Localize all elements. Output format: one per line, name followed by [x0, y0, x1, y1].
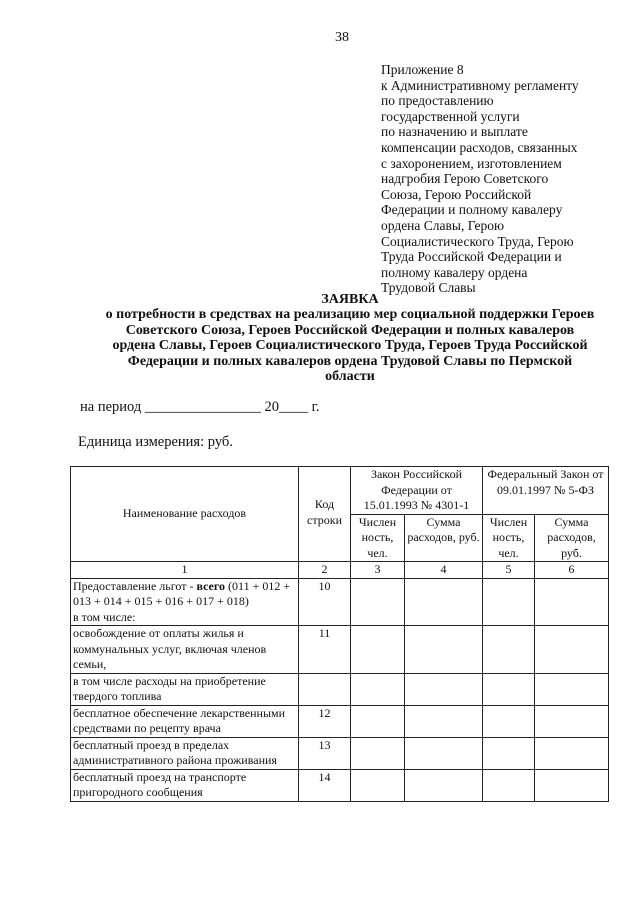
header-law-1: Закон Российской Федерации от 15.01.1993 № 4301-1 [351, 467, 483, 515]
table-row [71, 578, 609, 626]
header-name: Наименование расходов [71, 467, 299, 562]
table-cell [483, 769, 535, 801]
appendix-line: Союза, Герою Российской [381, 186, 532, 202]
table-cell [535, 737, 609, 769]
table-cell [483, 626, 535, 674]
table-cell [351, 626, 405, 674]
header-sum-1: Сумма расходов, руб. [405, 514, 483, 562]
table-cell [535, 769, 609, 801]
col-number: 6 [535, 562, 609, 579]
appendix-line: государственной услуги [381, 108, 520, 124]
col-number: 5 [483, 562, 535, 579]
table-cell [351, 769, 405, 801]
appendix-line: с захоронением, изготовлением [381, 155, 562, 171]
row-name: бесплатное обеспечение лекарственными средствами по рецепту врача [71, 705, 299, 737]
col-number: 3 [351, 562, 405, 579]
header-count-2: Числен ность, чел. [483, 514, 535, 562]
table-row [71, 769, 609, 801]
table-cell [535, 626, 609, 674]
table-cell [405, 737, 483, 769]
appendix-line: Федерации и полному кавалеру [381, 202, 563, 218]
table-cell [351, 578, 405, 626]
table-cell [483, 673, 535, 705]
table-cell [405, 673, 483, 705]
table-cell [535, 673, 609, 705]
row-name-sub: в том числе: [73, 609, 136, 624]
table-cell [405, 705, 483, 737]
table-row [71, 626, 609, 674]
title-line: области [325, 369, 375, 385]
appendix-line: надгробия Герою Советского [381, 171, 549, 187]
page-number: 38 [335, 30, 349, 45]
title-line: Федерации и полных кавалеров ордена Трудовой Славы по Пермской [127, 353, 573, 369]
document-title [60, 292, 640, 384]
table-header-row [71, 467, 609, 515]
appendix-line: по назначению и выплате [381, 124, 528, 140]
row-code [299, 673, 351, 705]
header-law-2: Федеральный Закон от 09.01.1997 № 5-ФЗ [483, 467, 609, 515]
appendix-line: Труда Российской Федерации и [381, 249, 562, 265]
table-cell [405, 626, 483, 674]
title-heading: ЗАЯВКА [321, 292, 379, 307]
table-cell [535, 705, 609, 737]
appendix-line: по предоставлению [381, 93, 494, 109]
appendix-line: Трудовой Славы [381, 280, 476, 296]
table-cell [405, 769, 483, 801]
row-code: 13 [299, 737, 351, 769]
row-name: освобождение от оплаты жилья и коммунальных услуг, включая членов семьи, [71, 626, 299, 674]
col-number: 4 [405, 562, 483, 579]
table-cell [483, 737, 535, 769]
row-code: 14 [299, 769, 351, 801]
row-code: 12 [299, 705, 351, 737]
header-count-1: Числен ность, чел. [351, 514, 405, 562]
row-name: бесплатный проезд на транспорте пригородного сообщения [71, 769, 299, 801]
row-name: бесплатный проезд в пределах административного района проживания [71, 737, 299, 769]
column-numbers-row [71, 562, 609, 579]
table-cell [483, 705, 535, 737]
row-code: 11 [299, 626, 351, 674]
appendix-line: компенсации расходов, связанных [381, 139, 578, 155]
row-name: в том числе расходы на приобретение твердого топлива [71, 673, 299, 705]
appendix-line: полному кавалеру ордена [381, 264, 528, 280]
row-name-bold: всего [196, 578, 226, 593]
appendix-block [381, 62, 621, 296]
col-number: 2 [299, 562, 351, 579]
table-row [71, 737, 609, 769]
table-cell [535, 578, 609, 626]
col-number: 1 [71, 562, 299, 579]
table-cell [351, 737, 405, 769]
table-row [71, 705, 609, 737]
title-line: ордена Славы, Героев Социалистического Труда, Героев Труда Российской [112, 338, 588, 354]
title-line: о потребности в средствах на реализацию мер социальной поддержки Героев [105, 307, 595, 323]
expenses-table [70, 466, 609, 802]
table-cell [351, 705, 405, 737]
appendix-line: ордена Славы, Герою [381, 217, 505, 233]
period-line: на период ________________ 20____ г. [80, 399, 320, 415]
title-line: Советского Союза, Героев Российской Федерации и полных кавалеров [125, 322, 575, 338]
table-cell [405, 578, 483, 626]
appendix-line: Социалистического Труда, Герою [381, 233, 574, 249]
unit-line: Единица измерения: руб. [78, 434, 233, 450]
table-cell [351, 673, 405, 705]
table-cell [483, 578, 535, 626]
appendix-line: Приложение 8 [381, 62, 464, 77]
header-sum-2: Сумма расходов, руб. [535, 514, 609, 562]
appendix-line: к Административному регламенту [381, 77, 579, 93]
table-row [71, 673, 609, 705]
row-name: Предоставление льгот - всего (011 + 012 + 013 + 014 + 015 + 016 + 017 + 018) в том числе: [71, 578, 299, 626]
header-code: Код строки [299, 467, 351, 562]
row-code: 10 [299, 578, 351, 626]
